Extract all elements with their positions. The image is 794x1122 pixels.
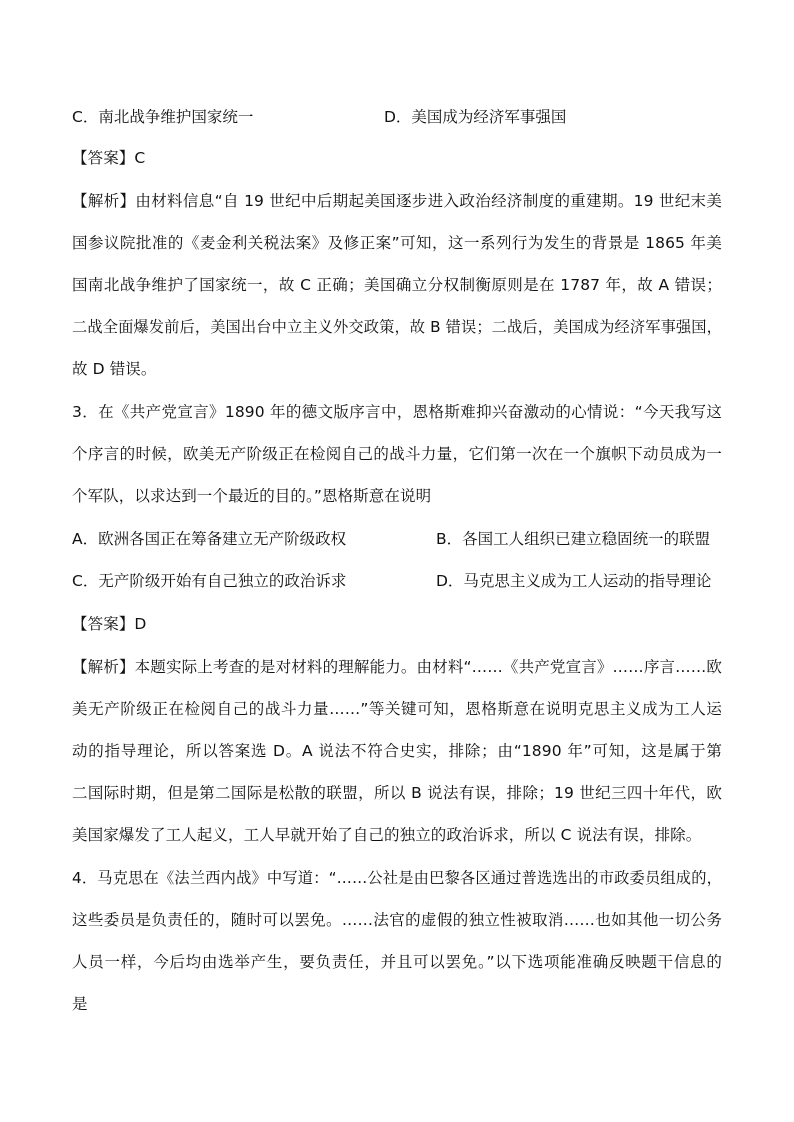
q2-analysis-line: 二战全面爆发前后，美国出台中立主义外交政策，故 B 错误；二战后，美国成为经济军事强国，	[72, 318, 722, 336]
q3-analysis-line: 【解析】本题实际上考查的是对材料的理解能力。由材料“……《共产党宣言》……序言……欧	[72, 658, 722, 676]
q3-stem-line: 个军队，以求达到一个最近的目的。”恩格斯意在说明	[72, 487, 432, 505]
q3-answer: 【答案】D	[72, 615, 147, 633]
q3-option-b: B．各国工人组织已建立稳固统一的联盟	[436, 530, 711, 548]
q2-answer: 【答案】C	[72, 149, 146, 167]
q3-stem-line: 个序言的时候，欧美无产阶级正在检阅自己的战斗力量，它们第一次在一个旗帜下动员成为一	[72, 445, 722, 463]
q4-stem-line: 4．马克思在《法兰西内战》中写道：“……公社是由巴黎各区通过普选选出的市政委员组成的，	[72, 869, 722, 887]
q4-stem-line: 这些委员是负责任的，随时可以罢免。……法官的虚假的独立性被取消……也如其他一切公务	[72, 911, 722, 929]
q2-analysis-line: 故 D 错误。	[72, 360, 157, 378]
q3-stem-line: 3．在《共产党宣言》1890 年的德文版序言中，恩格斯难抑兴奋激动的心情说：“今天我写这	[72, 403, 722, 421]
q2-analysis-line: 国参议院批准的《麦金利关税法案》及修正案”可知，这一系列行为发生的背景是 1865 年美	[72, 234, 722, 252]
q3-analysis-line: 美无产阶级正在检阅自己的战斗力量……”等关键可知，恩格斯意在说明克思主义成为工人运	[72, 700, 722, 718]
q3-analysis-line: 美国家爆发了工人起义，工人早就开始了自己的独立的政治诉求，所以 C 说法有误，排除。	[72, 826, 702, 844]
q3-analysis-line: 动的指导理论，所以答案选 D。A 说法不符合史实，排除；由“1890 年”可知，这是属于第	[72, 742, 722, 760]
q3-option-d: D．马克思主义成为工人运动的指导理论	[436, 572, 712, 590]
q4-stem-line: 人员一样，今后均由选举产生，要负责任，并且可以罢免。”以下选项能准确反映题干信息的	[72, 953, 722, 971]
q3-analysis-line: 二国际时期，但是第二国际是松散的联盟，所以 B 说法有误，排除；19 世纪三四十年代，欧	[72, 784, 722, 802]
q3-option-a: A．欧洲各国正在筹备建立无产阶级政权	[72, 530, 347, 548]
q2-option-d: D．美国成为经济军事强国	[384, 108, 567, 126]
q2-option-c: C．南北战争维护国家统一	[72, 108, 254, 126]
q2-analysis-line: 【解析】由材料信息“自 19 世纪中后期起美国逐步进入政治经济制度的重建期。19 世纪末美	[72, 192, 722, 210]
q3-option-c: C．无产阶级开始有自己独立的政治诉求	[72, 572, 347, 590]
q4-stem-line: 是	[72, 995, 88, 1013]
q2-analysis-line: 国南北战争维护了国家统一，故 C 正确；美国确立分权制衡原则是在 1787 年，故 A 错误；	[72, 276, 722, 294]
